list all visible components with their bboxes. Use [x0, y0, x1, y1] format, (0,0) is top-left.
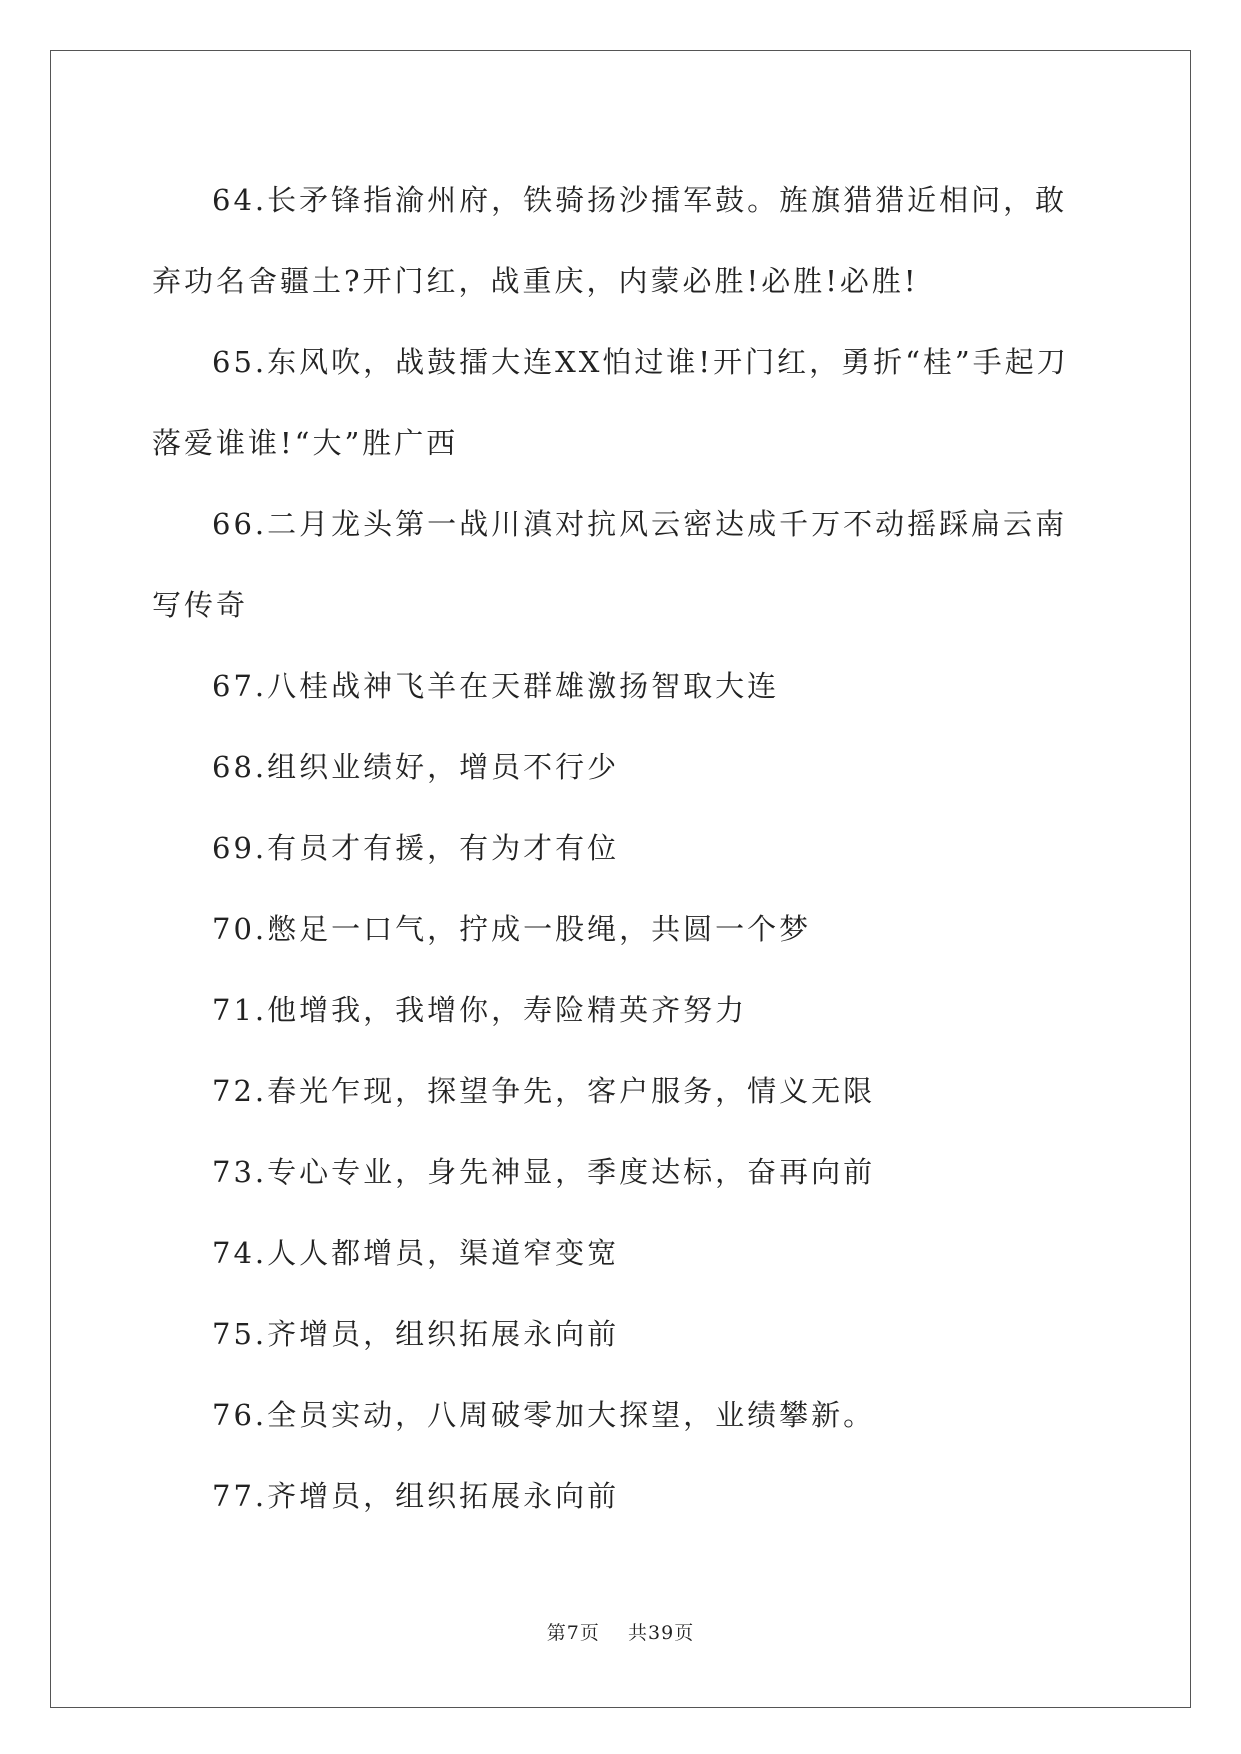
paragraph: 67.八桂战神飞羊在天群雄激扬智取大连: [212, 669, 780, 703]
document-body: [152, 160, 1092, 1537]
paragraph: 71.他增我，我增你，寿险精英齐努力: [212, 993, 748, 1027]
paragraph: 65.东风吹，战鼓擂大连XX怕过谁!开门红，勇折“桂”手起刀落爱谁谁!“大”胜广西: [152, 345, 1069, 460]
paragraph: 75.齐增员，组织拓展永向前: [212, 1317, 620, 1351]
paragraph: 69.有员才有援，有为才有位: [212, 831, 620, 865]
paragraph: 64.长矛锋指渝州府，铁骑扬沙擂军鼓。旌旗猎猎近相问，敢弃功名舍疆土?开门红，战重庆，内蒙必胜!必胜!必胜!: [152, 183, 1068, 298]
paragraph: 73.专心专业，身先神显，季度达标，奋再向前: [212, 1155, 876, 1189]
paragraph: 76.全员实动，八周破零加大探望，业绩攀新。: [212, 1398, 876, 1432]
page-number: 第7页: [546, 1622, 600, 1644]
page-total: 共39页: [628, 1622, 695, 1644]
paragraph: 77.齐增员，组织拓展永向前: [212, 1479, 620, 1513]
paragraph: 68.组织业绩好，增员不行少: [212, 750, 620, 784]
page-footer: [0, 1618, 1241, 1645]
paragraph: 74.人人都增员，渠道窄变宽: [212, 1236, 620, 1270]
paragraph: 70.憋足一口气，拧成一股绳，共圆一个梦: [212, 912, 812, 946]
paragraph: 66.二月龙头第一战川滇对抗风云密达成千万不动摇踩扁云南写传奇: [152, 507, 1068, 622]
paragraph: 72.春光乍现，探望争先，客户服务，情义无限: [212, 1074, 876, 1108]
